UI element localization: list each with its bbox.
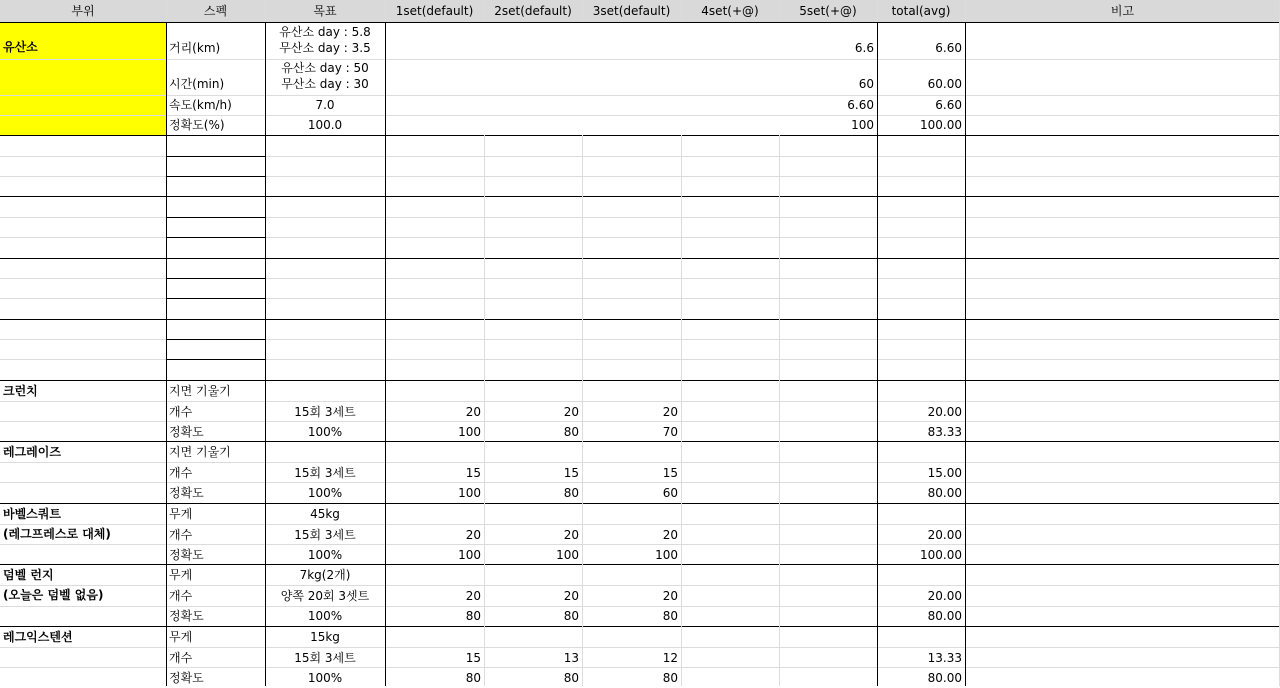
set1-cell[interactable]: 15 [465, 465, 481, 480]
row-gridline [0, 462, 1280, 463]
row-gridline [0, 115, 1280, 116]
column-gridline [965, 22, 966, 686]
set3-cell[interactable]: 20 [662, 588, 678, 603]
set3-cell[interactable] [582, 504, 681, 524]
goal-cell[interactable] [265, 381, 385, 401]
row-gridline [0, 95, 1280, 96]
goal-cell[interactable]: 7.0 [315, 98, 335, 112]
goal-cell[interactable]: 100% [307, 486, 343, 500]
set2-cell[interactable]: 20 [563, 527, 579, 542]
set3-cell[interactable]: 70 [662, 425, 678, 439]
spec-cell[interactable]: 시간(min) [169, 77, 225, 91]
column-gridline [779, 135, 780, 686]
set1-cell[interactable]: 20 [465, 404, 481, 419]
spec-cell[interactable]: 개수 [169, 527, 193, 542]
goal-cell[interactable]: 15회 3세트 [294, 465, 356, 480]
column-header-0[interactable]: 부위 [0, 1, 166, 21]
row-gridline [0, 135, 1280, 136]
set1-cell[interactable]: 100 [458, 425, 481, 439]
total-cell[interactable]: 6.60 [935, 41, 962, 55]
column-header-7[interactable]: 5set(+@) [779, 1, 877, 21]
goal-cell[interactable]: 15회 3세트 [294, 527, 356, 542]
spec-cell[interactable]: 정확도 [169, 671, 204, 685]
set1-cell[interactable] [385, 565, 484, 585]
set2-cell[interactable]: 15 [563, 465, 579, 480]
goal-cell[interactable]: 15회 3세트 [294, 404, 356, 419]
row-gridline [0, 647, 1280, 648]
set2-cell[interactable]: 20 [563, 588, 579, 603]
set3-cell[interactable] [582, 381, 681, 401]
row-gridline [0, 667, 1280, 668]
goal-cell[interactable]: 100% [307, 609, 343, 623]
spec-cell[interactable]: 정확도 [169, 425, 204, 439]
column-gridline [385, 0, 386, 22]
total-cell[interactable]: 13.33 [927, 650, 962, 665]
row-gridline [0, 606, 1280, 607]
goal-cell[interactable]: 100% [307, 671, 343, 685]
row-gridline [0, 564, 1280, 565]
column-header-6[interactable]: 4set(+@) [681, 1, 779, 21]
column-gridline [265, 0, 266, 22]
goal-cell[interactable]: 100% [307, 548, 343, 562]
row-gridline [0, 319, 1280, 320]
set1-cell[interactable]: 80 [465, 609, 481, 623]
set2-cell[interactable] [484, 565, 582, 585]
column-header-3[interactable]: 1set(default) [385, 1, 484, 21]
row-gridline [0, 22, 1280, 23]
total-cell[interactable] [877, 381, 965, 401]
row-gridline [0, 503, 1280, 504]
part-label-cardio[interactable]: 유산소 [3, 40, 38, 54]
set3-cell[interactable]: 80 [662, 609, 678, 623]
column-header-2[interactable]: 목표 [265, 1, 385, 21]
goal-cell[interactable]: 양쪽 20회 3셋트 [280, 588, 370, 603]
row-gridline [0, 380, 1280, 381]
spec-cell[interactable]: 지면 기울기 [169, 384, 231, 398]
goal-cell[interactable]: 100.0 [307, 118, 343, 132]
set2-cell[interactable] [484, 381, 582, 401]
set5-cell[interactable]: 100 [851, 118, 874, 132]
spec-cell[interactable]: 개수 [169, 465, 193, 480]
row-gridline [0, 544, 1280, 545]
set5-cell[interactable]: 6.60 [847, 98, 874, 112]
spec-cell[interactable]: 속도(km/h) [169, 98, 232, 112]
column-header-8[interactable]: total(avg) [877, 1, 965, 21]
row-gridline [0, 401, 1280, 402]
column-gridline [484, 135, 485, 686]
column-gridline [582, 135, 583, 686]
set1-cell[interactable]: 15 [465, 650, 481, 665]
row-gridline [0, 421, 1280, 422]
set5-cell[interactable]: 6.6 [854, 41, 874, 55]
total-cell[interactable]: 80.00 [927, 671, 962, 685]
row-gridline [166, 298, 265, 299]
set2-cell[interactable] [484, 627, 582, 647]
total-cell[interactable] [877, 565, 965, 585]
total-cell[interactable]: 20.00 [927, 404, 962, 419]
spec-cell[interactable]: 개수 [169, 404, 193, 419]
set2-cell[interactable]: 80 [563, 671, 579, 685]
set2-cell[interactable] [484, 442, 582, 462]
column-gridline [265, 22, 266, 686]
row-gridline [0, 258, 1280, 259]
total-cell[interactable]: 100.00 [920, 118, 962, 132]
spec-cell[interactable]: 정확도 [169, 486, 204, 500]
column-gridline [779, 0, 780, 22]
set3-cell[interactable]: 100 [655, 548, 678, 562]
column-gridline [166, 22, 167, 686]
row-gridline [0, 626, 1280, 627]
row-gridline [166, 359, 265, 360]
set2-cell[interactable]: 80 [563, 486, 579, 500]
part-label[interactable]: (레그프레스로 대체) [3, 527, 111, 541]
set3-cell[interactable]: 20 [662, 527, 678, 542]
column-gridline [582, 0, 583, 22]
column-gridline [166, 0, 167, 22]
total-cell[interactable]: 100.00 [920, 548, 962, 562]
column-header-5[interactable]: 3set(default) [582, 1, 681, 21]
total-cell[interactable]: 20.00 [927, 527, 962, 542]
column-gridline [484, 0, 485, 22]
goal-cell[interactable] [265, 442, 385, 462]
row-gridline [0, 59, 1280, 60]
goal-cell[interactable]: 45kg [310, 507, 340, 521]
row-gridline [166, 339, 265, 340]
part-label[interactable]: 크런치 [3, 384, 38, 398]
column-gridline [385, 22, 386, 686]
set3-cell[interactable]: 12 [662, 650, 678, 665]
column-header-9[interactable]: 비고 [965, 1, 1280, 21]
set3-cell[interactable]: 80 [662, 671, 678, 685]
set3-cell[interactable]: 60 [662, 486, 678, 500]
spec-cell[interactable]: 무게 [169, 568, 193, 582]
column-gridline [877, 0, 878, 22]
total-cell[interactable]: 80.00 [927, 486, 962, 500]
row-gridline [0, 196, 1280, 197]
total-cell[interactable]: 15.00 [927, 465, 962, 480]
column-gridline [877, 22, 878, 686]
set2-cell[interactable]: 20 [563, 404, 579, 419]
spec-cell[interactable]: 무게 [169, 630, 193, 644]
column-header-1[interactable]: 스펙 [166, 1, 265, 21]
spec-cell[interactable]: 무게 [169, 507, 193, 521]
part-label[interactable]: (오늘은 덤벨 없음) [3, 588, 104, 602]
set2-cell[interactable]: 13 [563, 650, 579, 665]
row-gridline [0, 482, 1280, 483]
row-gridline [0, 441, 1280, 442]
set2-cell[interactable]: 100 [556, 548, 579, 562]
total-cell[interactable]: 83.33 [927, 425, 962, 439]
set1-cell[interactable]: 80 [465, 671, 481, 685]
total-cell[interactable]: 20.00 [927, 588, 962, 603]
part-label[interactable]: 덤벨 런지 [3, 568, 54, 582]
total-cell[interactable] [877, 504, 965, 524]
part-label[interactable]: 레그레이즈 [3, 445, 61, 459]
set5-cell[interactable]: 60 [858, 77, 874, 91]
spec-cell[interactable]: 개수 [169, 588, 193, 603]
goal-cell[interactable]: 유산소 day : 50 무산소 day : 30 [281, 61, 369, 91]
row-gridline [166, 278, 265, 279]
spec-cell[interactable]: 개수 [169, 650, 193, 665]
spec-cell[interactable]: 정확도(%) [169, 118, 225, 132]
goal-cell[interactable]: 100% [307, 425, 343, 439]
set1-cell[interactable] [385, 381, 484, 401]
column-gridline [681, 0, 682, 22]
set3-cell[interactable]: 20 [662, 404, 678, 419]
set3-cell[interactable]: 15 [662, 465, 678, 480]
set2-cell[interactable]: 80 [563, 425, 579, 439]
goal-cell[interactable]: 유산소 day : 5.8 무산소 day : 3.5 [279, 25, 371, 55]
spec-cell[interactable]: 거리(km) [169, 41, 221, 55]
column-gridline [965, 0, 966, 22]
total-cell[interactable]: 80.00 [927, 609, 962, 623]
set2-cell[interactable]: 80 [563, 609, 579, 623]
total-cell[interactable] [877, 442, 965, 462]
goal-cell[interactable]: 7kg(2개) [299, 568, 351, 582]
total-cell[interactable] [877, 627, 965, 647]
column-gridline [681, 135, 682, 686]
row-gridline [166, 217, 265, 218]
set3-cell[interactable] [582, 627, 681, 647]
part-label[interactable]: 바벨스쿼트 [3, 507, 61, 521]
row-gridline [166, 156, 265, 157]
column-header-4[interactable]: 2set(default) [484, 1, 582, 21]
goal-cell[interactable]: 15회 3세트 [294, 650, 356, 665]
set2-cell[interactable] [484, 504, 582, 524]
row-gridline [166, 237, 265, 238]
set1-cell[interactable] [385, 442, 484, 462]
spec-cell[interactable]: 지면 기울기 [169, 445, 231, 459]
set1-cell[interactable]: 100 [458, 548, 481, 562]
set3-cell[interactable] [582, 442, 681, 462]
set1-cell[interactable] [385, 627, 484, 647]
row-gridline [166, 176, 265, 177]
part-label[interactable]: 레그익스텐션 [3, 630, 73, 644]
total-cell[interactable]: 60.00 [927, 77, 962, 91]
spec-cell[interactable]: 정확도 [169, 548, 204, 562]
set1-cell[interactable]: 20 [465, 527, 481, 542]
set1-cell[interactable]: 20 [465, 588, 481, 603]
set1-cell[interactable]: 100 [458, 486, 481, 500]
row-gridline [0, 524, 1280, 525]
spec-cell[interactable]: 정확도 [169, 609, 204, 623]
goal-cell[interactable]: 15kg [310, 630, 340, 644]
set3-cell[interactable] [582, 565, 681, 585]
set1-cell[interactable] [385, 504, 484, 524]
row-gridline [0, 585, 1280, 586]
total-cell[interactable]: 6.60 [935, 98, 962, 112]
